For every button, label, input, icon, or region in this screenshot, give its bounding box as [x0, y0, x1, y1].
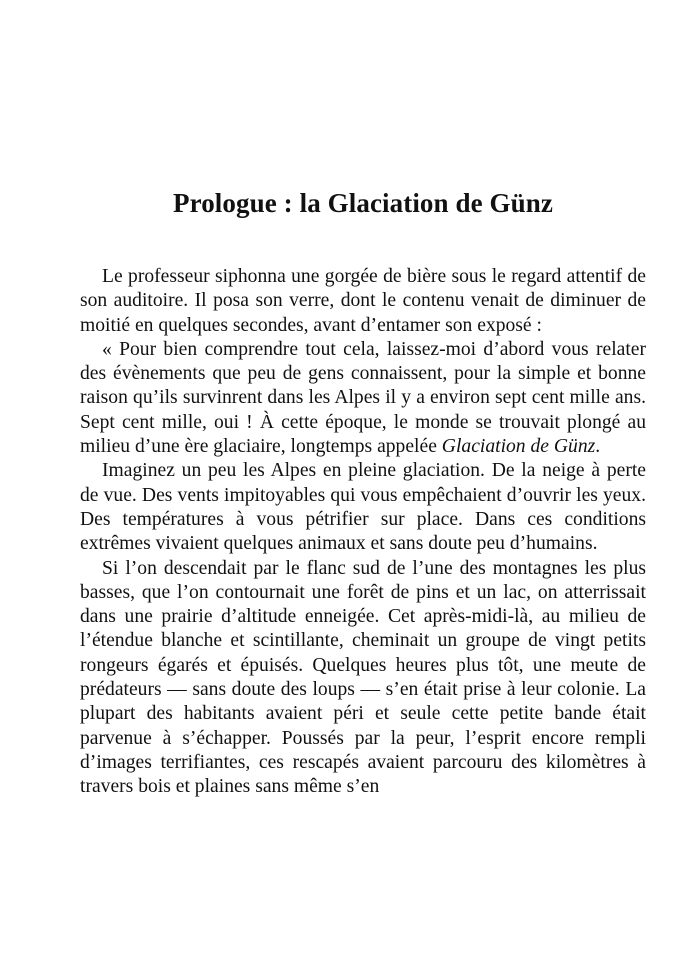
paragraph-1-text: Le professeur siphonna une gorgée de bière sous le regard attentif de son auditoire. Il posa son verre, dont le contenu venait de diminuer de moitié en quelques secondes, avant d’entamer son exposé : [80, 266, 646, 336]
paragraph-3 [80, 459, 646, 556]
paragraph-4 [80, 557, 646, 800]
paragraph-1 [80, 265, 646, 338]
paragraph-3-text: Imaginez un peu les Alpes en pleine glaciation. De la neige à perte de vue. Des vents impitoyables qui vous empêchaient d’ouvrir les yeux. Des températures à vous pétrifier sur place. Dans ces conditions extrêmes vivaient quelques animaux et sans doute peu d’humains. [80, 460, 646, 555]
chapter-body [80, 265, 646, 800]
book-page [80, 0, 646, 969]
chapter-title: Prologue : la Glaciation de Günz [173, 188, 553, 218]
paragraph-2 [80, 338, 646, 459]
paragraph-2-italic-term: Glaciation de Günz [441, 436, 596, 458]
paragraph-2-end-punctuation: . [595, 436, 601, 458]
paragraph-4-text: Si l’on descendait par le flanc sud de l’une des montagnes les plus basses, que l’on contournait une forêt de pins et un lac, on atterrissait dans une prairie d’altitude enneigée. Cet après-midi-là, au milieu de l’étendue blanche et scintillante, cheminait un groupe de vingt petits rongeurs égarés et épuisés. Quelques heures plus tôt, une meute de prédateurs — sans doute des loups — s’en était prise à leur colonie. La plupart des habitants avaient péri et seule cette petite bande était parvenue à s’échapper. Poussés par la peur, l’esprit encore rempli d’images terrifiantes, ces rescapés avaient parcouru des kilomètres à travers bois et plaines sans même s’en [80, 557, 646, 798]
paragraph-2-text: « Pour bien comprendre tout cela, laissez-moi d’abord vous relater des évènements que peu de gens connaissent, pour la simple et bonne raison qu’ils survinrent dans les Alpes il y a environ sept cent mille ans. Sept cent mille, oui ! À cette époque, le monde se trouvait plongé au milieu d’une ère glaciaire, longtemps appelée [80, 338, 646, 458]
